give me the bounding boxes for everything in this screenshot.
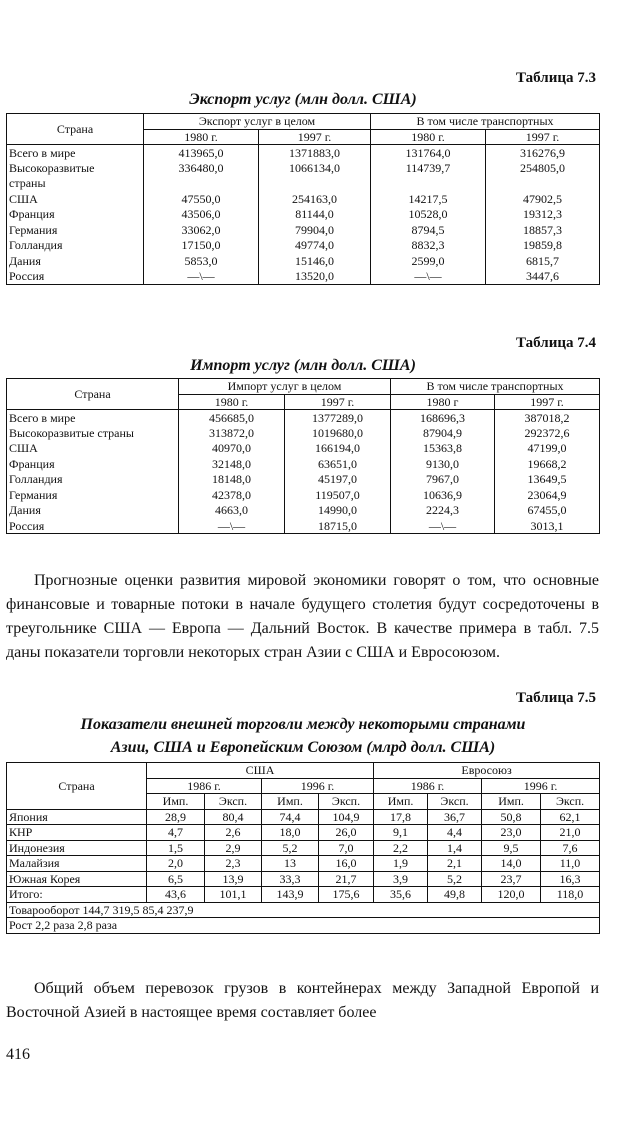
col-header-country: Страна: [7, 114, 144, 145]
cell: 23,7: [482, 871, 541, 887]
cell: 18715,0: [285, 518, 391, 534]
cell: 36,7: [428, 809, 482, 825]
cell: 11,0: [541, 856, 600, 872]
cell: 87904,9: [391, 425, 495, 441]
cell: 62,1: [541, 809, 600, 825]
cell: 49,8: [428, 887, 482, 903]
cell: 10528,0: [371, 207, 486, 223]
cell: 4,4: [428, 825, 482, 841]
cell: 43506,0: [144, 207, 259, 223]
cell: [144, 176, 259, 192]
cell: 33062,0: [144, 222, 259, 238]
cell: 45197,0: [285, 472, 391, 488]
cell: 17,8: [374, 809, 428, 825]
cell: 74,4: [262, 809, 319, 825]
col-sub: Имп.: [374, 794, 428, 810]
row-label: Россия: [7, 518, 179, 534]
col-year: 1986 г.: [147, 778, 262, 794]
cell: 387018,2: [495, 410, 600, 426]
cell: [371, 176, 486, 192]
cell: 3,9: [374, 871, 428, 887]
col-year: 1980 г: [391, 394, 495, 410]
cell: 2,3: [205, 856, 262, 872]
cell: 3447,6: [486, 269, 600, 285]
cell: 1,5: [147, 840, 205, 856]
col-year: 1996 г.: [482, 778, 600, 794]
cell: 131764,0: [371, 145, 486, 161]
row-label: Итого:: [7, 887, 147, 903]
col-sub: Имп.: [482, 794, 541, 810]
cell: 2,0: [147, 856, 205, 872]
cell: 9,1: [374, 825, 428, 841]
cell: 26,0: [319, 825, 374, 841]
cell: 13,9: [205, 871, 262, 887]
col-year: 1997 г.: [259, 129, 371, 145]
cell: 1066134,0: [259, 160, 371, 176]
table-7-3-label: Таблица 7.3: [516, 70, 596, 86]
turnover-row: Товарооборот 144,7 319,5 85,4 237,9: [7, 902, 600, 918]
table-7-5-label: Таблица 7.5: [516, 690, 596, 706]
table-row: [7, 176, 600, 192]
cell: 1371883,0: [259, 145, 371, 161]
cell: 23064,9: [495, 487, 600, 503]
cell: 254163,0: [259, 191, 371, 207]
row-label: Франция: [7, 456, 179, 472]
table-row: [7, 809, 600, 825]
table-7-5: [6, 762, 600, 934]
cell: 166194,0: [285, 441, 391, 457]
cell: 17150,0: [144, 238, 259, 254]
col-year: 1980 г.: [179, 394, 285, 410]
cell: 21,7: [319, 871, 374, 887]
cell: 1377289,0: [285, 410, 391, 426]
col-year: 1997 г.: [285, 394, 391, 410]
cell: 9130,0: [391, 456, 495, 472]
table-row: [7, 191, 600, 207]
cell: 254805,0: [486, 160, 600, 176]
row-label: Германия: [7, 487, 179, 503]
cell: —\—: [391, 518, 495, 534]
col-sub: Эксп.: [541, 794, 600, 810]
row-label: страны: [7, 176, 144, 192]
table-row: [7, 253, 600, 269]
col-year: 1986 г.: [374, 778, 482, 794]
cell: 336480,0: [144, 160, 259, 176]
table-7-3: [6, 113, 600, 285]
table-row: [7, 425, 600, 441]
cell: 49774,0: [259, 238, 371, 254]
cell: 316276,9: [486, 145, 600, 161]
cell: 47550,0: [144, 191, 259, 207]
row-label: Германия: [7, 222, 144, 238]
row-label: Высокоразвитые страны: [7, 425, 179, 441]
cell: 63651,0: [285, 456, 391, 472]
cell: 42378,0: [179, 487, 285, 503]
cell: 6,5: [147, 871, 205, 887]
cell: 28,9: [147, 809, 205, 825]
col-group-total: Импорт услуг в целом: [179, 379, 391, 395]
cell: 292372,6: [495, 425, 600, 441]
row-label: Голландия: [7, 238, 144, 254]
row-label: Голландия: [7, 472, 179, 488]
col-group-transport: В том числе транспортных: [391, 379, 600, 395]
cell: 79904,0: [259, 222, 371, 238]
cell: 8794,5: [371, 222, 486, 238]
row-label: Малайзия: [7, 856, 147, 872]
cell: 114739,7: [371, 160, 486, 176]
cell: 2,1: [428, 856, 482, 872]
table-row: [7, 887, 600, 903]
cell: 104,9: [319, 809, 374, 825]
cell: 4663,0: [179, 503, 285, 519]
cell: 14217,5: [371, 191, 486, 207]
cell: 313872,0: [179, 425, 285, 441]
body-paragraph: Прогнозные оценки развития мировой экономики говорят о том, что основные финансовые и товарные потоки в начале будущего столетия будут сосредоточены в треугольнике США — Европа — Дальний Восток. В качестве примера в табл. 7.5 даны показатели торговли некоторых стран Азии с США и Евросоюзом.: [6, 572, 599, 661]
cell: 120,0: [482, 887, 541, 903]
cell: 81144,0: [259, 207, 371, 223]
table-row: [7, 222, 600, 238]
cell: 43,6: [147, 887, 205, 903]
cell: 50,8: [482, 809, 541, 825]
cell: —\—: [144, 269, 259, 285]
cell: 40970,0: [179, 441, 285, 457]
cell: 1019680,0: [285, 425, 391, 441]
table-7-4-label: Таблица 7.4: [516, 335, 596, 351]
cell: —\—: [371, 269, 486, 285]
cell: 4,7: [147, 825, 205, 841]
cell: 143,9: [262, 887, 319, 903]
row-label: Дания: [7, 503, 179, 519]
table-row: [7, 840, 600, 856]
table-row: [7, 918, 600, 934]
table-row: [7, 503, 600, 519]
cell: 5853,0: [144, 253, 259, 269]
growth-row: Рост 2,2 раза 2,8 раза: [7, 918, 600, 934]
table-row: [7, 902, 600, 918]
col-year: 1980 г.: [371, 129, 486, 145]
cell: 118,0: [541, 887, 600, 903]
cell: 23,0: [482, 825, 541, 841]
cell: 80,4: [205, 809, 262, 825]
cell: 7,6: [541, 840, 600, 856]
page-number: 416: [6, 1046, 30, 1063]
cell: 13520,0: [259, 269, 371, 285]
cell: 47199,0: [495, 441, 600, 457]
cell: 119507,0: [285, 487, 391, 503]
table-row: [7, 472, 600, 488]
cell: 9,5: [482, 840, 541, 856]
cell: 16,0: [319, 856, 374, 872]
table-row: [7, 160, 600, 176]
col-group-eu: Евросоюз: [374, 763, 600, 779]
cell: 168696,3: [391, 410, 495, 426]
table-row: [7, 856, 600, 872]
cell: 10636,9: [391, 487, 495, 503]
table-row: [7, 871, 600, 887]
cell: 2,6: [205, 825, 262, 841]
col-sub: Имп.: [262, 794, 319, 810]
cell: 15363,8: [391, 441, 495, 457]
cell: 14,0: [482, 856, 541, 872]
row-label: КНР: [7, 825, 147, 841]
col-sub: Эксп.: [205, 794, 262, 810]
cell: 32148,0: [179, 456, 285, 472]
row-label: Россия: [7, 269, 144, 285]
col-sub: Эксп.: [319, 794, 374, 810]
cell: [486, 176, 600, 192]
cell: 67455,0: [495, 503, 600, 519]
table-row: [7, 825, 600, 841]
table-row: [7, 441, 600, 457]
table-row: [7, 269, 600, 285]
row-label: Южная Корея: [7, 871, 147, 887]
col-sub: Имп.: [147, 794, 205, 810]
table-7-4: [6, 378, 600, 534]
cell: [259, 176, 371, 192]
table-7-4-title: Импорт услуг (млн долл. США): [190, 357, 416, 374]
table-row: [7, 456, 600, 472]
col-year: 1996 г.: [262, 778, 374, 794]
row-label: США: [7, 191, 144, 207]
cell: 7,0: [319, 840, 374, 856]
col-sub: Эксп.: [428, 794, 482, 810]
cell: 3013,1: [495, 518, 600, 534]
cell: 2224,3: [391, 503, 495, 519]
col-group-total: Экспорт услуг в целом: [144, 114, 371, 130]
cell: 16,3: [541, 871, 600, 887]
table-row: [7, 410, 600, 426]
cell: 21,0: [541, 825, 600, 841]
cell: 101,1: [205, 887, 262, 903]
cell: 5,2: [262, 840, 319, 856]
cell: 18,0: [262, 825, 319, 841]
col-group-transport: В том числе транспортных: [371, 114, 600, 130]
table-row: [7, 207, 600, 223]
cell: 5,2: [428, 871, 482, 887]
cell: 13649,5: [495, 472, 600, 488]
row-label: Всего в мире: [7, 410, 179, 426]
cell: 8832,3: [371, 238, 486, 254]
col-year: 1980 г.: [144, 129, 259, 145]
col-group-usa: США: [147, 763, 374, 779]
table-row: [7, 487, 600, 503]
cell: 7967,0: [391, 472, 495, 488]
col-header-country: Страна: [7, 763, 147, 810]
table-row: [7, 145, 600, 161]
cell: 14990,0: [285, 503, 391, 519]
cell: 6815,7: [486, 253, 600, 269]
cell: 413965,0: [144, 145, 259, 161]
row-label: Япония: [7, 809, 147, 825]
cell: 2599,0: [371, 253, 486, 269]
row-label: Индонезия: [7, 840, 147, 856]
table-row: [7, 238, 600, 254]
row-label: США: [7, 441, 179, 457]
cell: 456685,0: [179, 410, 285, 426]
cell: 19859,8: [486, 238, 600, 254]
cell: 18148,0: [179, 472, 285, 488]
cell: 2,9: [205, 840, 262, 856]
cell: 19312,3: [486, 207, 600, 223]
table-7-5-title-line2: Азии, США и Европейским Союзом (млрд долл. США): [110, 739, 496, 756]
table-7-3-title: Экспорт услуг (млн долл. США): [189, 91, 417, 108]
table-7-5-title-line1: Показатели внешней торговли между некоторыми странами: [80, 716, 526, 733]
cell: 18857,3: [486, 222, 600, 238]
cell: 35,6: [374, 887, 428, 903]
cell: 33,3: [262, 871, 319, 887]
row-label: Высокоразвитые: [7, 160, 144, 176]
cell: —\—: [179, 518, 285, 534]
row-label: Всего в мире: [7, 145, 144, 161]
cell: 19668,2: [495, 456, 600, 472]
cell: 175,6: [319, 887, 374, 903]
row-label: Дания: [7, 253, 144, 269]
cell: 13: [262, 856, 319, 872]
col-year: 1997 г.: [495, 394, 600, 410]
cell: 15146,0: [259, 253, 371, 269]
col-header-country: Страна: [7, 379, 179, 410]
cell: 1,4: [428, 840, 482, 856]
table-row: [7, 518, 600, 534]
row-label: Франция: [7, 207, 144, 223]
cell: 2,2: [374, 840, 428, 856]
col-year: 1997 г.: [486, 129, 600, 145]
cell: 47902,5: [486, 191, 600, 207]
cell: 1,9: [374, 856, 428, 872]
body-paragraph-continued: Общий объем перевозок грузов в контейнерах между Западной Европой и Восточной Азией в настоящее время составляет более: [6, 980, 599, 1021]
